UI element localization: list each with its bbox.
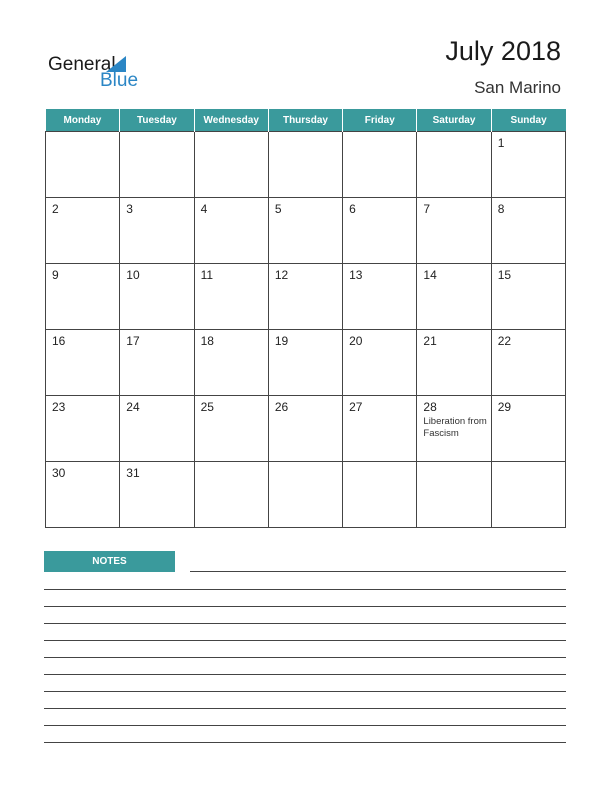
day-number: 1 (497, 136, 505, 150)
day-cell (120, 198, 194, 264)
note-line (44, 606, 566, 607)
day-cell (343, 132, 417, 198)
weekday-header: Tuesday (120, 109, 194, 132)
note-line (44, 708, 566, 709)
day-number: 6 (349, 202, 356, 216)
day-cell (194, 330, 268, 396)
day-cell (268, 132, 342, 198)
day-number: 15 (497, 268, 512, 282)
note-line (44, 742, 566, 743)
logo-text-blue: Blue (100, 70, 139, 91)
day-cell (343, 396, 417, 462)
day-number: 13 (349, 268, 363, 282)
calendar-week-row (46, 462, 566, 528)
calendar-week-row (46, 198, 566, 264)
day-number: 3 (126, 202, 133, 216)
day-number: 5 (274, 202, 282, 216)
day-cell (343, 264, 417, 330)
day-number: 19 (274, 334, 289, 348)
day-number: 16 (52, 334, 66, 348)
note-line (44, 640, 566, 641)
day-number: 25 (200, 400, 214, 414)
note-line (44, 691, 566, 692)
note-line (44, 623, 566, 624)
day-number: 23 (52, 400, 66, 414)
logo-text-general: General (48, 54, 116, 75)
day-cell (343, 462, 417, 528)
weekday-header: Monday (46, 109, 120, 132)
day-cell (268, 396, 342, 462)
note-line (44, 725, 566, 726)
calendar-body (46, 132, 566, 528)
calendar-grid (45, 109, 566, 528)
calendar-week-row (46, 264, 566, 330)
day-cell (268, 264, 342, 330)
day-number: 8 (497, 202, 505, 216)
day-cell (268, 198, 342, 264)
day-number: 11 (200, 268, 214, 282)
holiday-label: Liberation from Fascism (423, 416, 487, 439)
day-number: 10 (126, 268, 140, 282)
calendar-week-row (46, 330, 566, 396)
calendar-week-row (46, 132, 566, 198)
day-number: 28 (423, 400, 437, 414)
day-cell (268, 330, 342, 396)
day-number: 22 (497, 334, 512, 348)
day-cell (417, 396, 491, 462)
weekday-header: Saturday (417, 109, 491, 132)
day-cell (120, 462, 194, 528)
day-number: 26 (274, 400, 289, 414)
weekday-header: Friday (343, 109, 417, 132)
day-number: 24 (126, 400, 140, 414)
day-cell (417, 330, 491, 396)
day-number: 14 (423, 268, 437, 282)
day-cell (491, 264, 565, 330)
day-number: 20 (349, 334, 363, 348)
page-title: July 2018 (445, 36, 561, 66)
day-cell (194, 396, 268, 462)
day-cell (120, 264, 194, 330)
day-cell (343, 198, 417, 264)
day-cell (120, 396, 194, 462)
day-cell (194, 462, 268, 528)
day-cell (194, 132, 268, 198)
day-number: 18 (200, 334, 214, 348)
day-cell (417, 462, 491, 528)
day-cell (491, 462, 565, 528)
day-number: 30 (52, 466, 66, 480)
weekday-header: Wednesday (194, 109, 268, 132)
note-line (44, 657, 566, 658)
note-line (44, 589, 566, 590)
country-subtitle: San Marino (474, 78, 561, 97)
day-number: 4 (200, 202, 208, 216)
weekday-header: Sunday (491, 109, 565, 132)
day-number: 12 (274, 268, 289, 282)
day-number: 27 (349, 400, 363, 414)
day-cell (46, 396, 120, 462)
day-cell (194, 198, 268, 264)
day-number: 21 (423, 334, 437, 348)
day-number: 7 (423, 202, 431, 216)
day-cell (343, 330, 417, 396)
day-cell (46, 132, 120, 198)
day-number: 17 (126, 334, 140, 348)
day-cell (46, 330, 120, 396)
day-number: 2 (52, 202, 59, 216)
day-cell (491, 330, 565, 396)
day-cell (417, 264, 491, 330)
day-cell (46, 198, 120, 264)
note-line (190, 571, 566, 572)
day-number: 29 (497, 400, 512, 414)
weekday-header: Thursday (268, 109, 342, 132)
day-number: 9 (52, 268, 59, 282)
day-cell (120, 132, 194, 198)
weekday-header-row (46, 109, 566, 132)
day-cell (46, 462, 120, 528)
day-cell (491, 198, 565, 264)
note-line (44, 674, 566, 675)
day-cell (120, 330, 194, 396)
day-cell (491, 396, 565, 462)
day-number: 31 (126, 466, 140, 480)
calendar-week-row (46, 396, 566, 462)
day-cell (491, 132, 565, 198)
day-cell (417, 198, 491, 264)
notes-label: NOTES (44, 551, 175, 572)
day-cell (268, 462, 342, 528)
day-cell (46, 264, 120, 330)
day-cell (194, 264, 268, 330)
day-cell (417, 132, 491, 198)
